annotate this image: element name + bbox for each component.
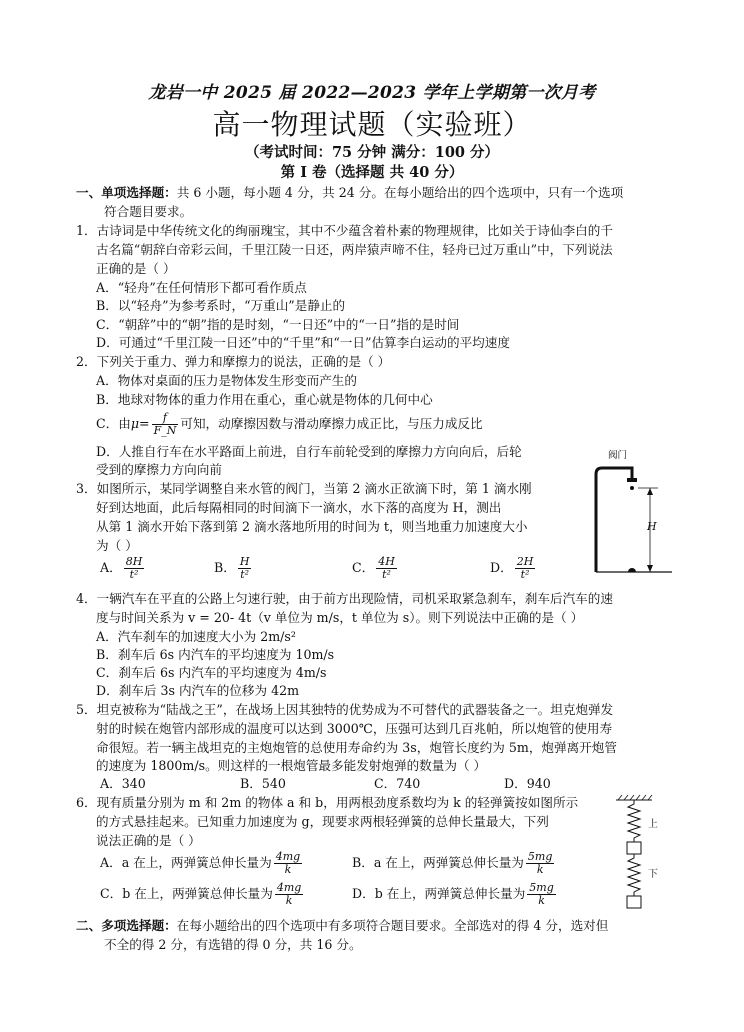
q3-option-c-numerator: 4H [378,555,395,568]
q1-option-b: B．以“轻舟”为参考系时，“万重山”是静止的 [96,298,346,313]
q2-fraction-numerator: f [152,412,179,425]
q2-option-d-line1: D．人推自行车在水平路面上前进，自行车前轮受到的摩擦力方向向后，后轮 [96,444,522,459]
q6-line1: 6．现有质量分别为 m 和 2m 的物体 a 和 b，用两根劲度系数均为 k 的轻弹簧按如图所示 [76,795,579,810]
q1-line2: 古名篇“朝辞白帝彩云间，千里江陵一日还，两岸猿声啼不住，轻舟已过万重山”中，下列说法 [96,242,613,257]
q6-option-b-fraction [526,851,554,876]
q5-option-a: A．340 [100,776,146,791]
q2-option-a: A．物体对桌面的压力是物体发生形变而产生的 [96,373,357,388]
q3-option-b-label: B． [214,560,236,575]
q3-option-d-numerator: 2H [516,555,534,568]
q3-line1: 3．如图所示，某同学调整自来水管的阀门，当第 2 滴水正欲滴下时，第 1 滴水刚 [76,481,532,496]
q6-option-c-denominator: k [285,894,293,907]
exam-header-school: 龙岩一中 2025 届 2022—2023 学年上学期第一次月考 [148,83,596,103]
q6-option-d-numerator: 5mg [529,881,554,894]
q4-option-c: C．刹车后 6s 内汽车的平均速度为 4m/s [96,665,327,680]
section1-line1 [76,184,623,202]
q4-option-b: B．刹车后 6s 内汽车的平均速度为 10m/s [96,647,335,662]
faucet-diagram [588,448,674,578]
q3-option-a-denominator: t² [129,568,139,581]
upper-label: 上 [648,819,658,830]
section1-heading: 一、单项选择题： [76,185,177,200]
q6-option-a-fraction [274,851,302,876]
q3-option-b [214,556,253,581]
q1-line1: 1．古诗词是中华传统文化的绚丽瑰宝，其中不少蕴含着朴素的物理规律，比如关于诗仙李白的千 [76,223,613,238]
q1-line3: 正确的是（ ） [96,261,176,276]
exam-time-info: （考试时间：75 分钟 满分：100 分） [244,144,500,161]
q2-mu-symbol: μ= [130,416,150,431]
q6-option-d [352,882,558,907]
q4-option-d: D．刹车后 3s 内汽车的位移为 42m [96,683,300,698]
q4-line1: 4．一辆汽车在平直的公路上匀速行驶，由于前方出现险情，司机采取紧急刹车，刹车后汽车的速 [76,591,613,606]
q3-option-c [352,556,399,581]
q6-option-b-text: B．a 在上，两弹簧总伸长量为 [352,855,524,870]
q6-line2: 的方式悬挂起来。已知重力加速度为 g，现要求两根轻弹簧的总伸长量最大，下列 [96,814,549,829]
section1-text-b: 符合题目要求。 [104,204,193,219]
q5-option-d: D．940 [504,776,551,791]
q6-option-c-fraction [275,882,303,907]
q6-option-a [100,851,304,876]
q3-option-d [490,556,537,581]
q2-line1: 2．下列关于重力、弹力和摩擦力的说法，正确的是（ ） [76,354,391,369]
q6-option-a-numerator: 4mg [275,850,301,863]
q3-option-c-label: C． [352,560,375,575]
q5-line2: 射的时候在炮管内部形成的温度可以达到 3000℃，压强可达到几百兆帕，所以炮管的使用寿 [96,721,613,736]
q3-option-b-numerator: H [239,555,250,568]
q5-option-b: B．540 [240,776,286,791]
section2-heading: 二、多项选择题： [76,918,177,933]
q6-line3: 说法正确的是（ ） [96,833,201,848]
q3-option-a-fraction [124,556,145,581]
valve-label: 阀门 [608,450,628,461]
q6-option-d-text: D．b 在上，两弹簧总伸长量为 [352,886,526,901]
q3-line2: 好到达地面，此后每隔相同的时间滴下一滴水，水下落的高度为 H，测出 [96,500,502,515]
q5-line4: 的速度为 1800m/s。则这样的一根炮管最多能发射炮弹的数量为（ ） [96,758,487,773]
q2-option-b: B．地球对物体的重力作用在重心，重心就是物体的几何中心 [96,392,433,407]
q6-option-c [100,882,305,907]
height-label: H [647,520,657,533]
q3-option-a [100,556,146,581]
section2-line1 [76,917,608,935]
q3-option-b-fraction [238,556,252,581]
q3-option-c-denominator: t² [382,568,391,581]
q2-option-c-suffix: 可知，动摩擦因数与滑动摩擦力成正比，与压力成反比 [180,416,483,431]
q3-option-c-fraction [376,556,397,581]
q6-option-a-denominator: k [284,863,292,876]
exam-volume-title: 第 I 卷（选择题 共 40 分） [280,164,464,181]
section2-text-a: 在每小题给出的四个选项中有多项符合题目要求。全部选对的得 4 分，选对但 [176,918,609,933]
q6-option-d-fraction [527,882,555,907]
q1-option-a: A．“轻舟”在任何情形下都可看作质点 [96,280,307,295]
lower-label: 下 [648,869,658,880]
q3-line3: 从第 1 滴水开始下落到第 2 滴水落地所用的时间为 t，则当地重力加速度大小 [96,519,528,534]
q1-option-c: C．“朝辞”中的“朝”指的是时刻，“一日还”中的“一日”指的是时间 [96,317,460,332]
q4-option-a: A．汽车刹车的加速度大小为 2m/s² [96,629,296,644]
q2-mu-fraction [152,412,179,437]
q6-option-b [352,851,556,876]
q3-option-d-denominator: t² [520,568,530,581]
section1-text-a: 共 6 小题，每小题 4 分，共 24 分。在每小题给出的四个选项中，只有一个选项 [176,185,624,200]
q3-option-b-denominator: t² [240,568,250,581]
q2-option-d-line2: 受到的摩擦力方向向前 [96,462,222,477]
q1-option-d: D．可通过“千里江陵一日还”中的“千里”和“一日”估算李白运动的平均速度 [96,335,510,350]
q5-line1: 5．坦克被称为“陆战之王”，在战场上因其独特的优势成为不可替代的武器装备之一。坦克炮弹发 [76,702,614,717]
q6-option-c-text: C．b 在上，两弹簧总伸长量为 [100,886,273,901]
spring-diagram [612,794,662,910]
q3-line4: 为（ ） [96,538,138,553]
exam-title: 高一物理试题（实验班） [212,108,532,141]
q3-option-a-label: A． [100,560,122,575]
q3-option-a-numerator: 8H [125,555,143,568]
q6-option-b-denominator: k [536,863,544,876]
q6-option-c-numerator: 4mg [276,881,302,894]
q6-option-d-denominator: k [538,894,545,907]
q6-option-a-text: A．a 在上，两弹簧总伸长量为 [100,855,272,870]
q4-line2: 度与时间关系为 v = 20- 4t（v 单位为 m/s，t 单位为 s）。则下列说法中正确的是（ ） [96,610,584,625]
q2-option-c [96,412,483,437]
q6-option-b-numerator: 5mg [527,850,553,863]
q5-line3: 命很短。若一辆主战坦克的主炮炮管的总使用寿命约为 3s，炮管长度约为 5m，炮弹离开炮管 [96,740,617,755]
q2-fraction-denominator: F_N [153,424,177,437]
q5-option-c: C．740 [374,776,421,791]
q3-option-d-fraction [515,556,536,581]
q3-option-d-label: D． [490,560,513,575]
section2-text-b: 不全的得 2 分，有选错的得 0 分，共 16 分。 [104,937,362,952]
q2-option-c-prefix: C．由 [96,416,131,431]
